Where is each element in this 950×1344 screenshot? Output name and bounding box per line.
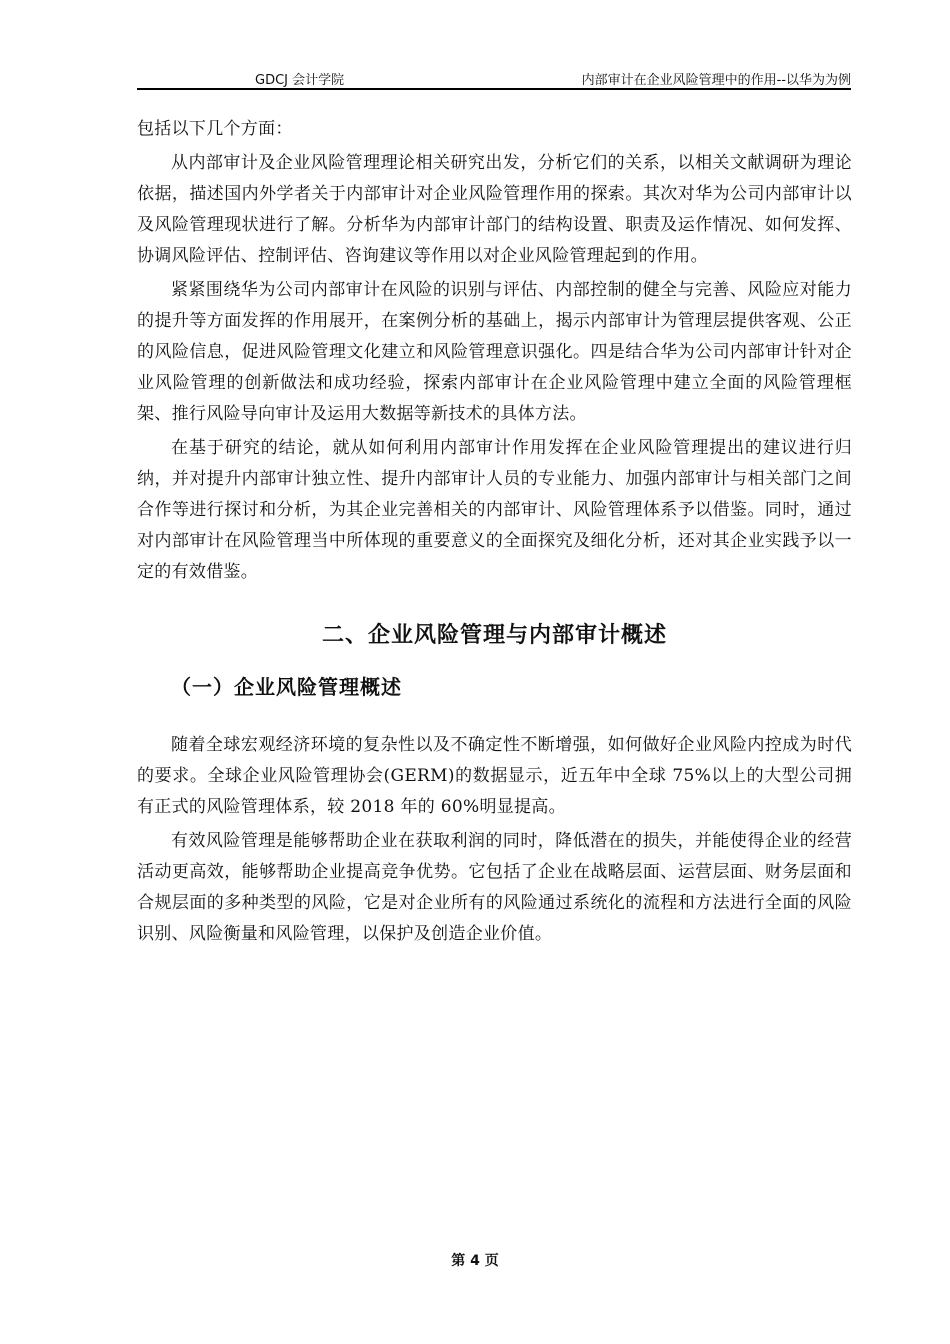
paragraph-2: 紧紧围绕华为公司内部审计在风险的识别与评估、内部控制的健全与完善、风险应对能力的提升等方面发挥的作用展开，在案例分析的基础上，揭示内部审计为管理层提供客观、公正的风险信息，促进风险管理文化建立和风险管理意识强化。四是结合华为公司内部审计针对企业风险管理的创新做法和成功经验，探索内部审计在企业风险管理中建立全面的风险管理框架、推行风险导向审计及运用大数据等新技术的具体方法。: [137, 280, 852, 424]
page-header: [137, 66, 851, 90]
page-content: [137, 114, 852, 953]
subsection-title: （一）企业风险管理概述: [171, 675, 402, 699]
paragraph-4: 随着全球宏观经济环境的复杂性以及不确定性不断增强，如何做好企业风险内控成为时代的要求。全球企业风险管理协会(GERM)的数据显示，近五年中全球 75%以上的大型公司拥有正式的风险管理体系，较 2018 年的 60%明显提高。: [137, 735, 852, 817]
paragraph-3: 在基于研究的结论，就从如何利用内部审计作用发挥在企业风险管理提出的建议进行归纳，并对提升内部审计独立性、提升内部审计人员的专业能力、加强内部审计与相关部门之间合作等进行探讨和分析，为其企业完善相关的内部审计、风险管理体系予以借鉴。同时，通过对内部审计在风险管理当中所体现的重要意义的全面探究及细化分析，还对其企业实践予以一定的有效借鉴。: [137, 438, 852, 582]
paragraph-5: 有效风险管理是能够帮助企业在获取利润的同时，降低潜在的损失，并能使得企业的经营活动更高效，能够帮助企业提高竞争优势。它包括了企业在战略层面、运营层面、财务层面和合规层面的多种类型的风险，它是对企业所有的风险通过系统化的流程和方法进行全面的风险识别、风险衡量和风险管理，以保护及创造企业价值。: [137, 831, 852, 944]
section-title: 二、企业风险管理与内部审计概述: [321, 623, 667, 648]
header-thesis-title: 内部审计在企业风险管理中的作用--以华为为例: [581, 73, 851, 88]
page-number: 第 4 页: [451, 1253, 499, 1269]
intro-line: 包括以下几个方面：: [137, 119, 293, 139]
paragraph-1: 从内部审计及企业风险管理理论相关研究出发，分析它们的关系，以相关文献调研为理论依据，描述国内外学者关于内部审计对企业风险管理作用的探索。其次对华为公司内部审计以及风险管理现状进行了解。分析华为内部审计部门的结构设置、职责及运作情况、如何发挥、协调风险评估、控制评估、咨询建议等作用以对企业风险管理起到的作用。: [137, 153, 852, 266]
header-institution: GDCJ 会计学院: [255, 73, 345, 88]
